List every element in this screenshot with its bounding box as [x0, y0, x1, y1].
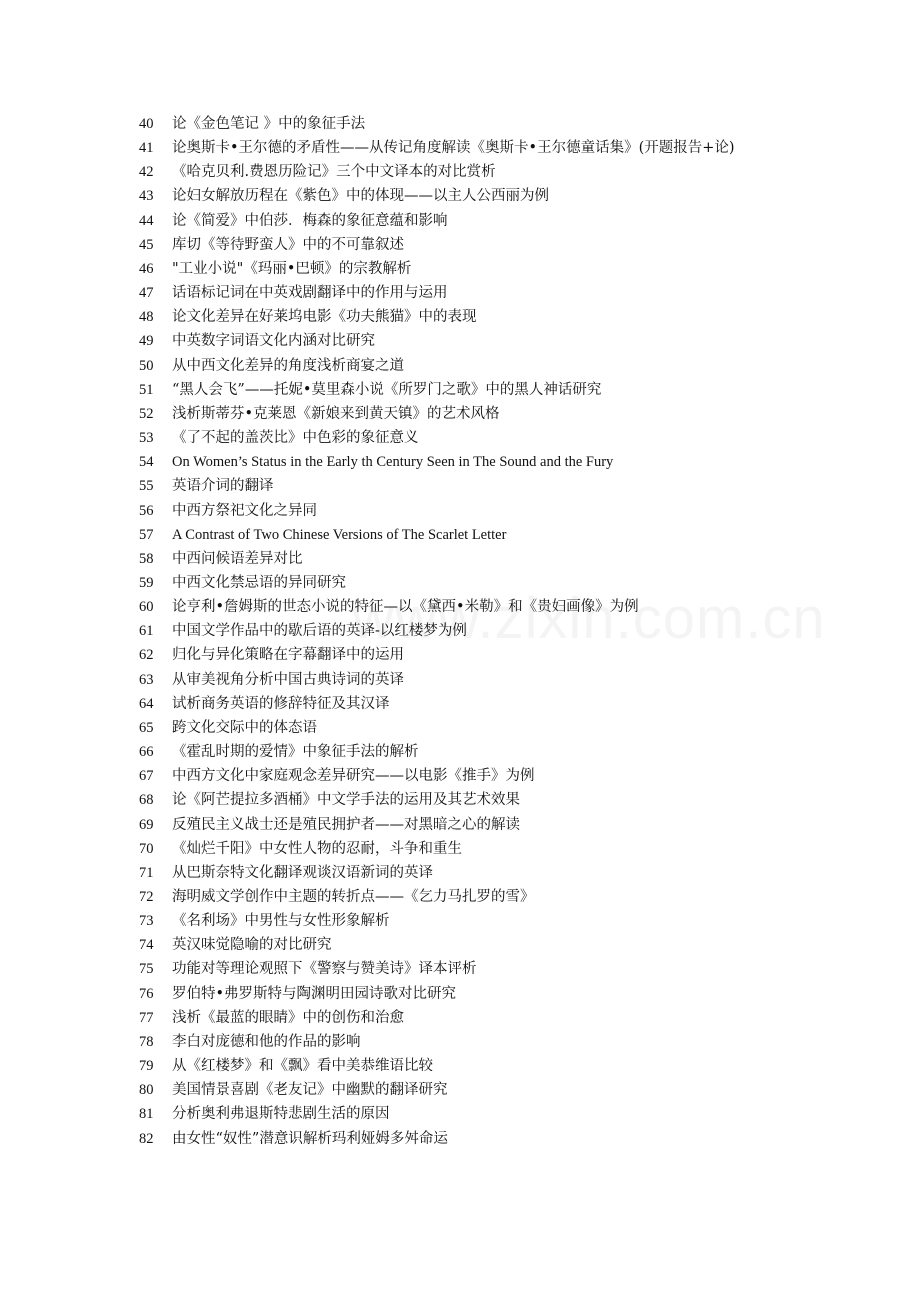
item-title: 论奥斯卡•王尔德的矛盾性——从传记角度解读《奥斯卡•王尔德童话集》(开题报告+论): [172, 140, 735, 157]
list-item: [139, 160, 789, 184]
item-number: 82: [139, 1130, 154, 1147]
item-title: 《名利场》中男性与女性形象解析: [172, 913, 390, 930]
list-item: [139, 982, 789, 1006]
list-item: [139, 957, 789, 981]
item-number: 78: [139, 1033, 154, 1050]
list-item: [139, 450, 789, 474]
list-item: [139, 788, 789, 812]
list-item: [139, 1102, 789, 1126]
list-item: [139, 547, 789, 571]
list-item: [139, 474, 789, 498]
list-item: [139, 1127, 789, 1151]
item-number: 59: [139, 574, 154, 591]
item-number: 69: [139, 816, 154, 833]
item-number: 68: [139, 792, 154, 809]
item-number: 64: [139, 695, 154, 712]
list-item: [139, 764, 789, 788]
list-item: [139, 837, 789, 861]
list-item: [139, 257, 789, 281]
item-number: 60: [139, 599, 154, 616]
item-number: 61: [139, 623, 154, 640]
item-number: 40: [139, 116, 154, 132]
item-title: 跨文化交际中的体态语: [172, 719, 317, 736]
item-number: 80: [139, 1082, 154, 1099]
list-item: [139, 740, 789, 764]
list-item: [139, 354, 789, 378]
list-item: [139, 861, 789, 885]
item-title: 从中西文化差异的角度浅析商宴之道: [172, 357, 404, 374]
list-item: [139, 668, 789, 692]
item-title: 《哈克贝利.费恩历险记》三个中文译本的对比赏析: [172, 164, 496, 181]
list-item: [139, 402, 789, 426]
item-number: 54: [139, 454, 154, 471]
item-title: 归化与异化策略在字幕翻译中的运用: [172, 647, 404, 664]
list-item: [139, 305, 789, 329]
item-title: 中英数字词语文化内涵对比研究: [172, 333, 375, 350]
list-item: [139, 1030, 789, 1054]
item-title: 库切《等待野蛮人》中的不可靠叙述: [172, 236, 404, 253]
item-number: 57: [139, 526, 154, 543]
list-item: [139, 329, 789, 353]
item-number: 65: [139, 719, 154, 736]
item-title: 功能对等理论观照下《警察与赞美诗》译本评析: [172, 961, 477, 978]
list-item: [139, 281, 789, 305]
item-title: "工业小说"《玛丽•巴顿》的宗教解析: [172, 260, 412, 277]
list-item: [139, 499, 789, 523]
item-number: 56: [139, 502, 154, 519]
item-number: 44: [139, 212, 154, 229]
item-title: 中西方文化中家庭观念差异研究——以电影《推手》为例: [172, 768, 535, 785]
item-number: 45: [139, 236, 154, 253]
item-number: 58: [139, 550, 154, 567]
item-title: 试析商务英语的修辞特征及其汉译: [172, 695, 390, 712]
item-title: 英汉味觉隐喻的对比研究: [172, 937, 332, 954]
item-number: 47: [139, 285, 154, 302]
item-number: 71: [139, 864, 154, 881]
list-item: [139, 885, 789, 909]
item-title: 从《红楼梦》和《飘》看中美恭维语比较: [172, 1058, 433, 1075]
item-number: 50: [139, 357, 154, 374]
list-item: [139, 716, 789, 740]
list-item: [139, 643, 789, 667]
item-number: 49: [139, 333, 154, 350]
item-title: 浅析《最蓝的眼睛》中的创伤和治愈: [172, 1009, 404, 1026]
list-item: [139, 813, 789, 837]
item-number: 55: [139, 478, 154, 495]
item-number: 43: [139, 188, 154, 205]
item-title: 从审美视角分析中国古典诗词的英译: [172, 671, 404, 688]
item-number: 63: [139, 671, 154, 688]
item-number: 42: [139, 164, 154, 181]
item-number: 74: [139, 937, 154, 954]
item-number: 81: [139, 1106, 154, 1123]
item-number: 66: [139, 744, 154, 761]
list-item: [139, 571, 789, 595]
item-title: 《灿烂千阳》中女性人物的忍耐，斗争和重生: [172, 840, 462, 857]
item-title: 论妇女解放历程在《紫色》中的体现——以主人公西丽为例: [172, 188, 549, 205]
item-number: 75: [139, 961, 154, 978]
item-title: 话语标记词在中英戏剧翻译中的作用与运用: [172, 285, 448, 302]
list-item: [139, 595, 789, 619]
item-title: 论文化差异在好莱坞电影《功夫熊猫》中的表现: [172, 309, 477, 326]
item-title: 论亨利•詹姆斯的世态小说的特征—以《黛西•米勒》和《贵妇画像》为例: [172, 599, 639, 616]
item-number: 79: [139, 1058, 154, 1075]
item-number: 76: [139, 985, 154, 1002]
list-item: [139, 112, 789, 136]
item-title: 中西文化禁忌语的异同研究: [172, 574, 346, 591]
item-title: 美国情景喜剧《老友记》中幽默的翻译研究: [172, 1082, 448, 1099]
item-title: 李白对庞德和他的作品的影响: [172, 1033, 361, 1050]
item-title: 反殖民主义战士还是殖民拥护者——对黑暗之心的解读: [172, 816, 520, 833]
item-number: 70: [139, 840, 154, 857]
item-number: 51: [139, 381, 154, 398]
item-title: 中西方祭祀文化之异同: [172, 502, 317, 519]
list-item: [139, 692, 789, 716]
list-item: [139, 233, 789, 257]
item-title: 由女性“奴性”潜意识解析玛利娅姆多舛命运: [172, 1130, 448, 1147]
list-item: [139, 378, 789, 402]
item-title: 分析奥利弗退斯特悲剧生活的原因: [172, 1106, 390, 1123]
list-item: [139, 909, 789, 933]
item-title: 从巴斯奈特文化翻译观谈汉语新词的英译: [172, 864, 433, 881]
list-item: [139, 619, 789, 643]
item-number: 73: [139, 913, 154, 930]
item-number: 46: [139, 260, 154, 277]
item-title: A Contrast of Two Chinese Versions of The Scarlet Letter: [172, 526, 507, 543]
item-title: 《霍乱时期的爱情》中象征手法的解析: [172, 744, 419, 761]
item-title: 英语介词的翻译: [172, 478, 274, 495]
item-title: 浅析斯蒂芬•克莱恩《新娘来到黄天镇》的艺术风格: [172, 405, 500, 422]
item-number: 72: [139, 889, 154, 905]
item-title: 中国文学作品中的歇后语的英译-以红楼梦为例: [172, 623, 467, 640]
item-title: 《了不起的盖茨比》中色彩的象征意义: [172, 430, 419, 447]
item-number: 62: [139, 647, 154, 664]
item-number: 41: [139, 140, 154, 157]
item-number: 77: [139, 1009, 154, 1026]
topic-list: [139, 112, 789, 1151]
item-number: 48: [139, 309, 154, 326]
list-item: [139, 933, 789, 957]
item-title: “黑人会飞”——托妮•莫里森小说《所罗门之歌》中的黑人神话研究: [172, 381, 602, 398]
list-item: [139, 136, 789, 160]
list-item: [139, 184, 789, 208]
list-item: [139, 426, 789, 450]
item-title: 中西问候语差异对比: [172, 550, 303, 567]
list-item: [139, 1078, 789, 1102]
item-number: 52: [139, 405, 154, 422]
item-title: 论《金色笔记 》中的象征手法: [172, 116, 366, 132]
list-item: [139, 209, 789, 233]
item-number: 53: [139, 430, 154, 447]
item-number: 67: [139, 768, 154, 785]
list-item: [139, 1006, 789, 1030]
item-title: 罗伯特•弗罗斯特与陶渊明田园诗歌对比研究: [172, 985, 457, 1002]
item-title: On Women’s Status in the Early th Century Seen in The Sound and the Fury: [172, 454, 614, 471]
item-title: 论《阿芒提拉多酒桶》中文学手法的运用及其艺术效果: [172, 792, 520, 809]
list-item: [139, 1054, 789, 1078]
item-title: 论《简爱》中伯莎．梅森的象征意蕴和影响: [172, 212, 448, 229]
list-item: [139, 523, 789, 547]
item-title: 海明威文学创作中主题的转折点——《乞力马扎罗的雪》: [172, 889, 535, 905]
